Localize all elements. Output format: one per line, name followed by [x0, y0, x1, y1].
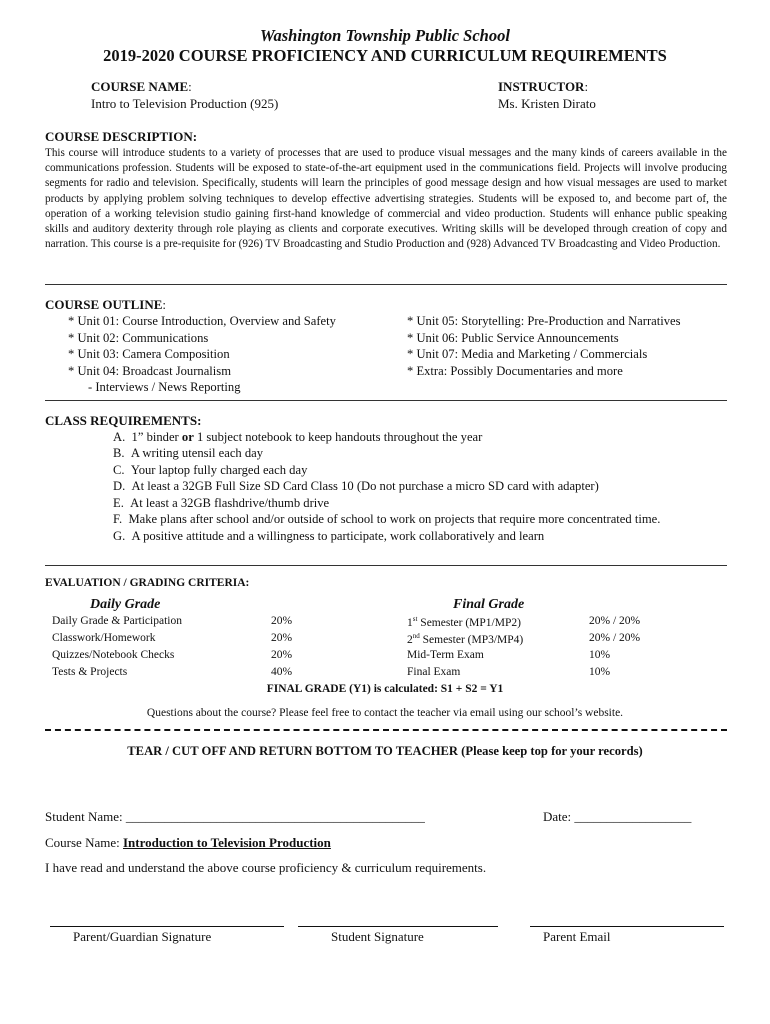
daily-grade-pct: 20%	[271, 649, 293, 661]
daily-grade-pct: 20%	[271, 615, 293, 627]
requirement-item: A. 1” binder or 1 subject notebook to keep handouts throughout the year	[113, 430, 483, 444]
divider	[45, 565, 727, 566]
outline-extra: * Extra: Possibly Documentaries and more	[407, 364, 623, 378]
daily-grade-pct: 20%	[271, 632, 293, 644]
divider	[45, 400, 727, 401]
course-name-value: Intro to Television Production (925)	[91, 96, 279, 111]
final-grade-heading: Final Grade	[453, 597, 525, 612]
parent-signature-line[interactable]	[50, 926, 284, 927]
document-title: 2019-2020 COURSE PROFICIENCY AND CURRICULUM REQUIREMENTS	[103, 46, 667, 65]
final-grade-pct: 10%	[589, 649, 611, 661]
outline-unit-04: * Unit 04: Broadcast Journalism	[68, 364, 231, 378]
requirement-item: E. At least a 32GB flashdrive/thumb drive	[113, 496, 330, 510]
daily-grade-label: Quizzes/Notebook Checks	[52, 649, 175, 661]
outline-unit-01: * Unit 01: Course Introduction, Overview and Safety	[68, 314, 336, 328]
outline-unit-04-sub: - Interviews / News Reporting	[88, 380, 241, 394]
tear-line	[45, 729, 727, 734]
outline-unit-02: * Unit 02: Communications	[68, 331, 209, 345]
date-field[interactable]: Date: __________________	[543, 809, 692, 824]
outline-unit-06: * Unit 06: Public Service Announcements	[407, 331, 619, 345]
acknowledgement-text: I have read and understand the above course proficiency & curriculum requirements.	[45, 860, 487, 875]
course-outline-heading: COURSE OUTLINE:	[45, 297, 167, 312]
final-grade-label: Mid-Term Exam	[407, 649, 484, 661]
requirement-item: C. Your laptop fully charged each day	[113, 463, 308, 477]
final-grade-formula: FINAL GRADE (Y1) is calculated: S1 + S2 = Y1	[266, 683, 504, 695]
parent-email-label: Parent Email	[543, 929, 611, 944]
course-name-line: Course Name: Introduction to Television Production	[45, 835, 331, 850]
student-name-field[interactable]: Student Name: ______________________________________________	[45, 809, 425, 824]
questions-note: Questions about the course? Please feel free to contact the teacher via email using our school’s website.	[146, 707, 624, 719]
requirement-item: F. Make plans after school and/or outside of school to work on projects that require more concentrated time.	[113, 512, 661, 526]
final-grade-label: 1st Semester (MP1/MP2)	[407, 615, 521, 629]
class-requirements-heading: CLASS REQUIREMENTS:	[45, 413, 202, 428]
final-grade-label: Final Exam	[407, 666, 461, 678]
course-description-text: This course will introduce students to a variety of processes that are used to produce visual messages and the many kinds of careers available in the communications profession. Students will be exposed to state-of-the-art equipment used in the communications field. Projects will involve producing segments for radio and television. Specifically, students will learn the principles of good message design and how visual messages are used to market products by applying problem solving techniques to develop effective advertising strategies. Students will be exposed to, and become part of, the operation of a working television studio gaining first-hand knowledge of commercial and video production. Students will enhance public speaking skills and auditory dexterity through role playing as clients and corporate executives. Writing skills will be developed through creation of copy and narration. This course is a pre-requisite for (926) TV Broadcasting and Studio Production and (928) Advanced TV Broadcasting and Video Production.	[45, 147, 727, 251]
final-grade-pct: 20% / 20%	[589, 632, 641, 644]
instructor-value: Ms. Kristen Dirato	[498, 96, 596, 111]
outline-unit-05: * Unit 05: Storytelling: Pre-Production and Narratives	[407, 314, 681, 328]
outline-unit-03: * Unit 03: Camera Composition	[68, 347, 230, 361]
final-grade-pct: 10%	[589, 666, 611, 678]
daily-grade-label: Classwork/Homework	[52, 632, 156, 644]
requirement-item: G. A positive attitude and a willingness to participate, work collaboratively and learn	[113, 529, 545, 543]
requirement-item: D. At least a 32GB Full Size SD Card Class 10 (Do not purchase a micro SD card with adapter)	[113, 479, 599, 493]
divider	[45, 284, 727, 285]
tear-instruction: TEAR / CUT OFF AND RETURN BOTTOM TO TEACHER (Please keep top for your records)	[127, 744, 643, 758]
evaluation-heading: EVALUATION / GRADING CRITERIA:	[45, 577, 250, 589]
final-grade-pct: 20% / 20%	[589, 615, 641, 627]
outline-unit-07: * Unit 07: Media and Marketing / Commercials	[407, 347, 648, 361]
daily-grade-pct: 40%	[271, 666, 293, 678]
student-signature-label: Student Signature	[331, 929, 424, 944]
course-description-heading: COURSE DESCRIPTION:	[45, 129, 198, 144]
daily-grade-label: Tests & Projects	[52, 666, 128, 678]
daily-grade-heading: Daily Grade	[90, 597, 161, 612]
instructor-label: INSTRUCTOR:	[498, 79, 589, 94]
parent-signature-label: Parent/Guardian Signature	[73, 929, 212, 944]
student-signature-line[interactable]	[298, 926, 498, 927]
daily-grade-label: Daily Grade & Participation	[52, 615, 182, 627]
final-grade-label: 2nd Semester (MP3/MP4)	[407, 632, 524, 646]
school-name: Washington Township Public School	[260, 26, 510, 45]
course-name-label: COURSE NAME:	[91, 79, 192, 94]
parent-email-line[interactable]	[530, 926, 724, 927]
requirement-item: B. A writing utensil each day	[113, 446, 264, 460]
